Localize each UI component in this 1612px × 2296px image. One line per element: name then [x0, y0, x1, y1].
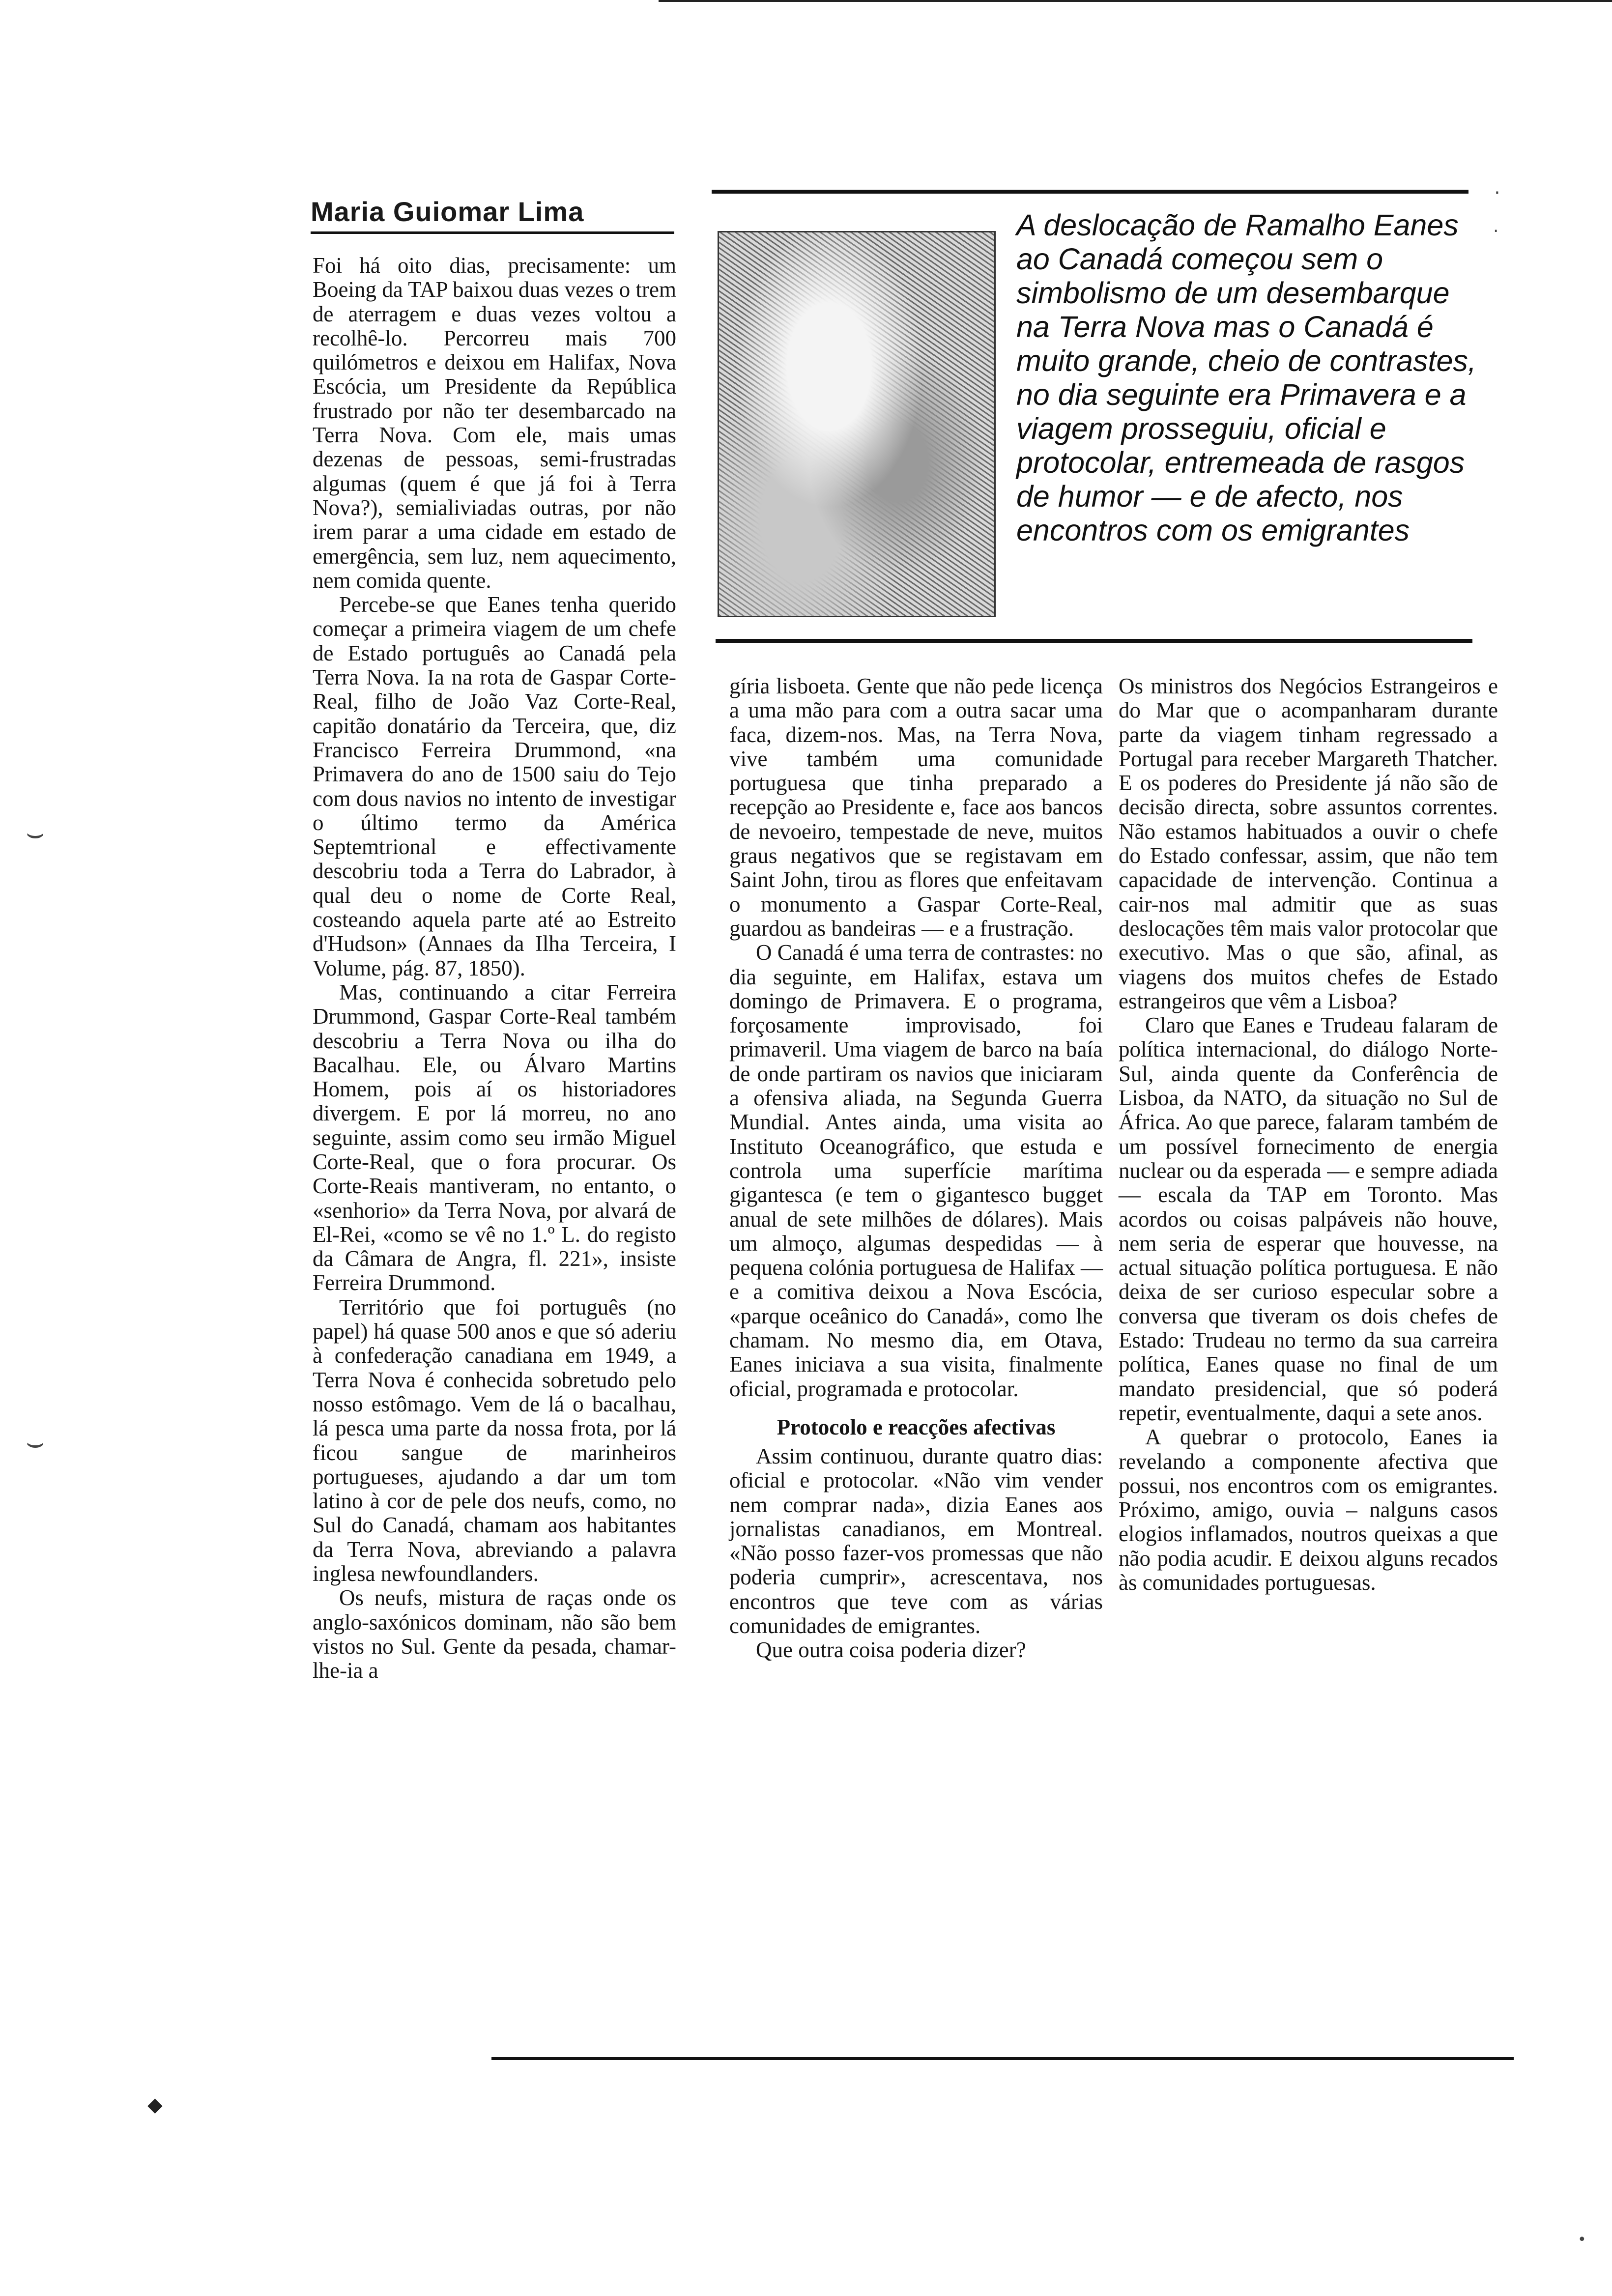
scan-speck-icon: · — [1494, 182, 1500, 204]
article-deck: A deslocação de Ramalho Eanes ao Canadá começou sem o simbolismo de um desembarque na Terra Nova mas o Canadá é muito grande, cheio de contrastes, no dia seguinte era Primavera e a viagem prosseguiu, oficial e protocolar, entremeada de rasgos de humor — e de afecto, nos encontros com os emigrantes — [1016, 208, 1476, 547]
paragraph: Território que foi português (no papel) há quase 500 anos e que só aderiu à confederação canadiana em 1949, a Terra Nova é conhecida sobretudo pelo nosso estômago. Vem de lá o bacalhau, lá pesca uma parte da nossa frota, por lá ficou sangue de marinheiros portugueses, ajudando a dar um tom latino à cor de pele dos neufs, como, no Sul do Canadá, chamam aos habitantes da Terra Nova, abreviando a palavra inglesa newfoundlanders. — [313, 1294, 676, 1586]
paragraph: gíria lisboeta. Gente que não pede licença a uma mão para com a outra sacar uma faca, dizem-nos. Mas, na Terra Nova, vive também uma comunidade portuguesa que tinha preparado a recepção ao Presidente e, face aos bancos de nevoeiro, tempestade de neve, muitos graus negativos que se registavam em Saint John, tirou as flores que enfeitavam o monumento a Gaspar Corte-Real, guardou as bandeiras — e a frustração. — [729, 674, 1103, 941]
paragraph: Os ministros dos Negócios Estrangeiros e do Mar que o acompanharam durante parte da viagem tinham regressado a Portugal para receber Margareth Thatcher. E os poderes do Presidente já não são de decisão directa, sobre assuntos correntes. Não estamos habituados a ouvir o chefe do Estado confessar, assim, que não tem capacidade de intervenção. Continua a cair-nos mal admitir que as suas deslocações têm mais valor protocolar que executivo. Mas o que são, afinal, as viagens dos muitos chefes de Estado estrangeiros que vêm a Lisboa? — [1119, 674, 1498, 1013]
column-3 — [1119, 674, 1498, 1595]
paragraph: Mas, continuando a citar Ferreira Drummond, Gaspar Corte-Real também descobriu a Terra Nova ou ilha do Bacalhau. Ele, ou Álvaro Martins Homem, pois aí os historiadores divergem. E por lá morreu, no ano seguinte, assim como seu irmão Miguel Corte-Real, que o fora procurar. Os Corte-Reais mantiveram, no entanto, o «senhorio» da Terra Nova, por alvará de El-Rei, «como se vê no 1.º L. do registo da Câmara de Angra, fl. 221», insiste Ferreira Drummond. — [313, 979, 676, 1295]
paragraph: Os neufs, mistura de raças onde os anglo-saxónicos dominam, não são bem vistos no Sul. Gente da pesada, chamar-lhe-ia a — [313, 1585, 676, 1683]
paragraph: Que outra coisa poderia dizer? — [756, 1637, 1026, 1663]
paragraph: Assim continuou, durante quatro dias: oficial e protocolar. «Não vim vender nem comprar nada», dizia Eanes aos jornalistas canadianos, em Montreal. «Não posso fazer-vos promessas que não poderia cumprir», acrescentava, nos encontros que teve com as várias comunidades de emigrantes. — [729, 1443, 1103, 1638]
bottom-rule — [491, 2057, 1514, 2060]
article-photo — [718, 231, 996, 617]
top-border-line — [659, 0, 1612, 2]
paragraph: Percebe-se que Eanes tenha querido começar a primeira viagem de um chefe de Estado português ao Canadá pela Terra Nova. Ia na rota de Gaspar Corte-Real, filho de João Vaz Corte-Real, capitão donatário da Terceira, que, diz Francisco Ferreira Drummond, «na Primavera do ano de 1500 saiu do Tejo com dous navios no intento de investigar o último termo da América Septemtrional e effectivamente descobriu toda a Terra do Labrador, à qual deu o nome de Corte Real, costeando aquela parte até ao Estreito d'Hudson» (Annaes da Ilha Terceira, I Volume, pág. 87, 1850). — [313, 592, 676, 980]
deck-top-rule — [712, 190, 1468, 194]
column-1 — [313, 254, 676, 1683]
paragraph: Foi há oito dias, precisamente: um Boeing da TAP baixou duas vezes o trem de aterragem e duas vezes voltou a recolhê-lo. Percorreu mais 700 quilómetros e deixou em Halifax, Nova Escócia, um Presidente da República frustrado por não ter desembarcado na Terra Nova. Com ele, mais umas dezenas de pessoas, semi-frustradas algumas (quem é que já foi à Terra Nova?), semialiviadas outras, por não irem parar a uma cidade em estado de emergência, sem luz, nem aquecimento, nem comida quente. — [313, 253, 676, 593]
paragraph: Claro que Eanes e Trudeau falaram de política internacional, do diálogo Norte-Sul, ainda quente da Conferência de Lisboa, da NATO, da situação no Sul de África. Ao que parece, falaram também de um possível fornecimento de energia nuclear ou da esperada — e sempre adiada — escala da TAP em Toronto. Mas acordos ou coisas palpáveis não houve, nem seria de esperar que houvesse, na actual situação política portuguesa. E não deixa de ser curioso especular sobre a conversa que tiveram os dois chefes de Estado: Trudeau no termo da sua carreira política, Eanes quase no final de um mandato presidencial, que só poderá repetir, eventualmente, daqui a sete anos. — [1119, 1013, 1498, 1425]
paragraph: A quebrar o protocolo, Eanes ia revelando a componente afectiva que possui, nos encontros com os emigrantes. Próximo, amigo, ouvia – nalguns casos elogios inflamados, noutros queixas a que não podia acudir. E deixou alguns recados às comunidades portuguesas. — [1119, 1425, 1498, 1595]
scan-speck-icon: • — [1578, 2231, 1586, 2248]
column-2 — [729, 674, 1103, 1663]
paragraph: O Canadá é uma terra de contrastes: no dia seguinte, em Halifax, estava um domingo de Primavera. E o programa, forçosamente improvisado, foi primaveril. Uma viagem de barco na baía de onde partiram os navios que iniciaram a ofensiva aliada, na Segunda Guerra Mundial. Antes ainda, uma visita ao Instituto Oceanográfico, que estuda e controla uma superfície marítima gigantesca (e tem o gigantesco bugget anual de sete milhões de dólares). Mais um almoço, algumas despedidas — à pequena colónia portuguesa de Halifax — e a comitiva deixou a Nova Escócia, «parque oceânico do Canadá», como lhe chamam. No mesmo dia, em Otava, Eanes iniciava a sua visita, finalmente oficial, programada e protocolar. — [729, 940, 1103, 1401]
deck-bottom-rule — [716, 639, 1472, 643]
binder-hole-mark-icon: ⌣ — [26, 1425, 45, 1460]
scan-speck-icon: · — [1493, 221, 1499, 241]
binder-hole-mark-icon: ⌣ — [26, 816, 45, 850]
scan-speck-icon: ◆ — [147, 2094, 163, 2116]
byline: Maria Guiomar Lima — [311, 196, 674, 234]
section-subhead: Protocolo e reacções afectivas — [777, 1414, 1056, 1439]
